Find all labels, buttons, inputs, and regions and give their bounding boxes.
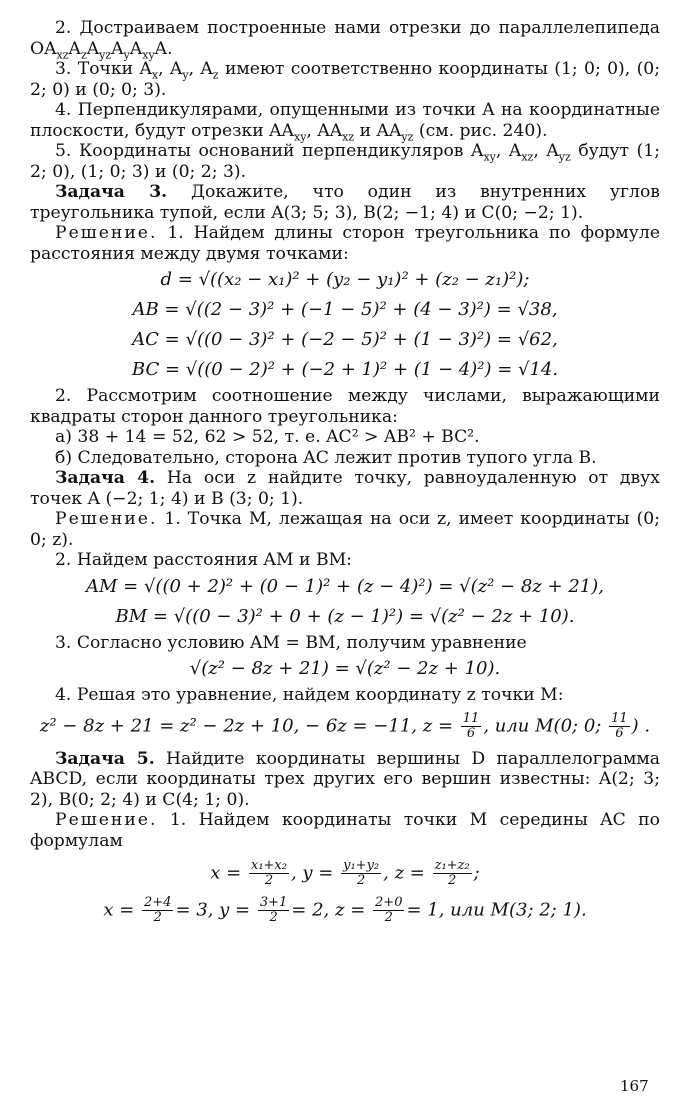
task-4: Задача 4. На оси z найдите точку, равноудаленную от двух точек A (−2; 1; 4) и B (3; 0; 1). [30,468,660,509]
formula-bc: BC = √((0 − 2)² + (−2 + 1)² + (1 − 4)²) = √14. [131,359,559,380]
solution-3: Решение. 1. Найдем длины сторон треугольника по формуле расстояния между двумя точками: [30,223,660,264]
task-5: Задача 5. Найдите координаты вершины D параллелограмма ABCD, если координаты трех других его вершин известны: A(2; 3; 2), B(0; 2; 4) и C(4; 1; 0). [30,748,660,810]
formula-midpoint-values: x = $\frac{2+4}{2}$ = 3, y = $\frac{3+1}{2}$ = 2, z = $\frac{2+0}{2}$ = 1, или M(3; 2; 1). [103,895,587,925]
page-content [30,18,660,927]
paragraph-3-step-2: 2. Рассмотрим соотношение между числами, выражающими квадраты сторон данного треугольника: [30,386,660,427]
task-3-label: Задача 3. [55,182,168,202]
task-5-label: Задача 5. [55,748,155,769]
formula-equation: √(z² − 8z + 21) = √(z² − 2z + 10). [189,658,501,679]
paragraph-4-step-2: 2. Найдем расстояния AM и BM: [55,550,352,570]
paragraph-4-step-3: 3. Согласно условию AM = BM, получим уравнение [55,632,527,653]
formula-ab: AB = √((2 − 3)² + (−1 − 5)² + (4 − 3)²) = √38, [132,299,558,320]
page-number: 167 [620,1077,649,1095]
paragraph-step-5: 5. Координаты оснований перпендикуляров $A_{xy}$, $A_{xz}$, $A_{yz}$ будут (1; 2; 0), (1; 0; 3) и (0; 2; 3). [30,141,660,182]
formula-midpoint: x = $\frac{\text{x₁+x₂}}{2}$ , y = $\frac{\text{y₁+y₂}}{2}$ , z = $\frac{\text{z₁+z₂}}{2}$ ; [210,858,480,888]
solution-5: Решение. 1. Найдем координаты точки M середины AC по формулам [30,810,660,851]
formula-bm: BM = √((0 − 3)² + 0 + (z − 1)²) = √(z² − 2z + 10). [115,605,575,627]
paragraph-step-2: 2. Достраиваем построенные нами отрезки до параллелепипеда $OA_{xz}A_zA_{yz}A_yA_{xy}A$. [30,18,660,61]
formula-distance: d = √((x₂ − x₁)² + (y₂ − y₁)² + (z₂ − z₁)²); [160,269,530,290]
paragraph-step-3: 3. Точки $A_x$, $A_y$, $A_z$ имеют соответственно координаты (1; 0; 0), (0; 2; 0) и (0; 0; 3). [30,59,660,100]
paragraph-4-step-4: 4. Решая это уравнение, найдем координату z точки M: [55,685,564,705]
formula-am: AM = √((0 + 2)² + (0 − 1)² + (z − 4)²) = √(z² − 8z + 21), [86,575,604,597]
formula-ac: AC = √((0 − 3)² + (−2 − 5)² + (1 − 3)²) = √62, [132,329,558,350]
task-3: Задача 3. Докажите, что один из внутренних углов треугольника тупой, если A(3; 5; 3), B(2; −1; 4) и C(0; −2; 1). [30,182,660,223]
solution-4: Решение. 1. Точка M, лежащая на оси z, имеет координаты (0; 0; z). [30,509,660,550]
task-4-label: Задача 4. [55,468,156,488]
formula-solution: z² − 8z + 21 = z² − 2z + 10, − 6z = −11, z = $\frac{11}{6}$ , или M(0; 0; $\frac{11}{6}$ ) . [39,710,651,741]
paragraph-3-a: а) 38 + 14 = 52, 62 > 52, т. е. AC² > AB² + BC². [55,427,480,447]
paragraph-step-4: 4. Перпендикулярами, опущенными из точки A на координатные плоскости, будут отрезки $AA_{xy}$, $AA_{xz}$ и $AA_{yz}$ (см. рис. 240). [30,100,660,143]
paragraph-3-b: б) Следовательно, сторона AC лежит против тупого угла B. [55,447,597,468]
